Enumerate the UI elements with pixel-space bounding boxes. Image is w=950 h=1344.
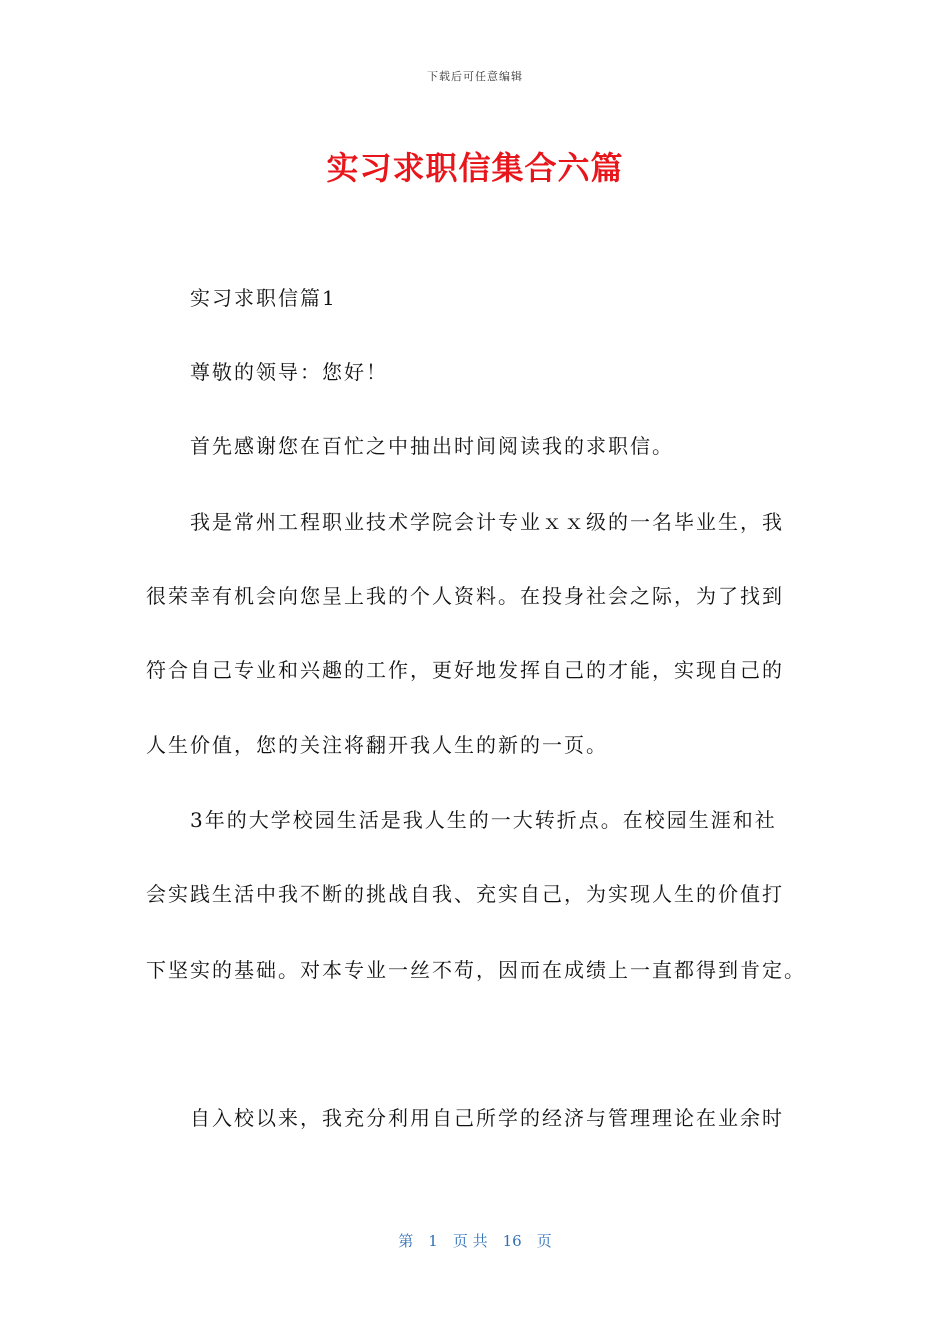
- paragraph-line: 3年的大学校园生活是我人生的一大转折点。在校园生涯和社: [190, 808, 777, 832]
- paragraph-line: 很荣幸有机会向您呈上我的个人资料。在投身社会之际，为了找到: [146, 584, 784, 608]
- document-title: 实习求职信集合六篇: [326, 149, 624, 187]
- paragraph-line: 自入校以来，我充分利用自己所学的经济与管理理论在业余时: [190, 1106, 784, 1130]
- header-note: 下载后可任意编辑: [427, 70, 523, 83]
- salutation: 尊敬的领导：您好！: [190, 360, 388, 384]
- paragraph-line: 人生价值，您的关注将翻开我人生的新的一页。: [146, 733, 608, 757]
- section-heading: 实习求职信篇1: [190, 286, 337, 310]
- page-footer: 第 1 页 共 16 页: [398, 1232, 552, 1250]
- paragraph-line: 我是常州工程职业技术学院会计专业ｘｘ级的一名毕业生，我: [190, 510, 784, 534]
- paragraph-line: 会实践生活中我不断的挑战自我、充实自己，为实现人生的价值打: [146, 882, 784, 906]
- paragraph-line: 下坚实的基础。对本专业一丝不苟，因而在成绩上一直都得到肯定。: [146, 958, 806, 982]
- paragraph-line: 符合自己专业和兴趣的工作，更好地发挥自己的才能，实现自己的: [146, 658, 784, 682]
- paragraph-line: 首先感谢您在百忙之中抽出时间阅读我的求职信。: [190, 434, 674, 458]
